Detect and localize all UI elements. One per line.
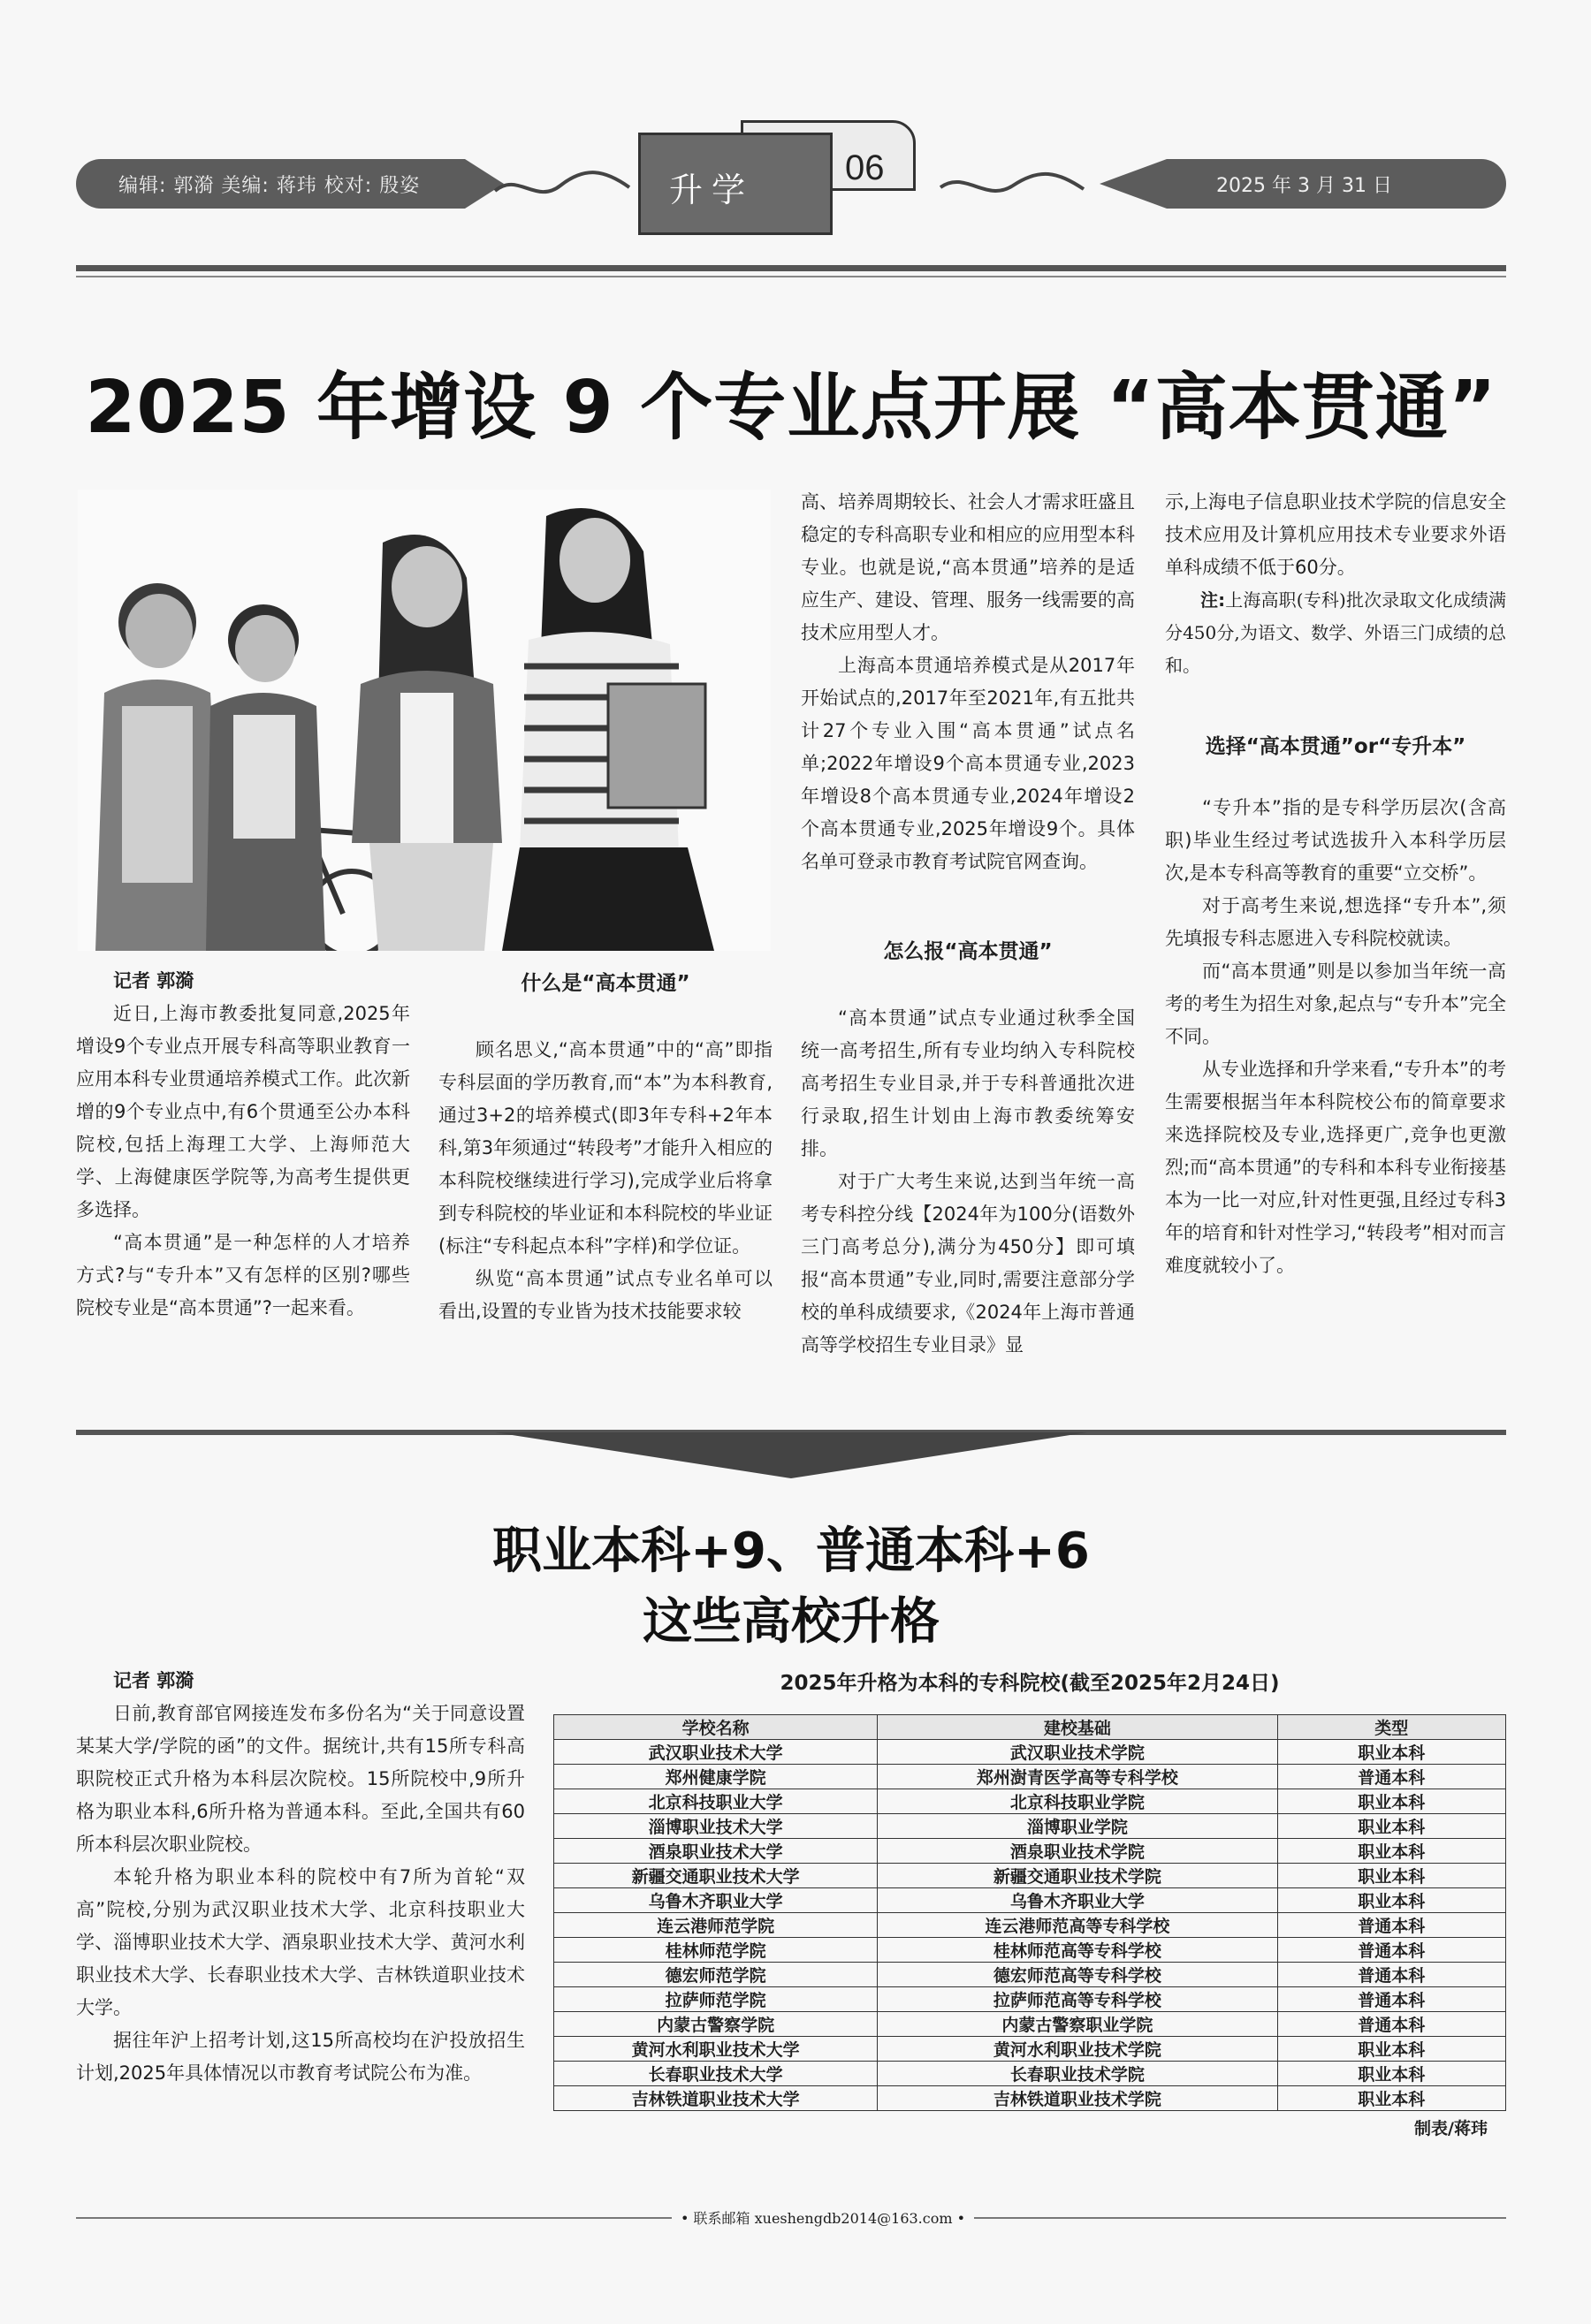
article2-paragraph: 日前,教育部官网接连发布多份名为“关于同意设置某某大学/学院的函”的文件。据统计,共有15所专科高职院校正式升格为本科层次院校。15所院校中,9所升格为职业本科,6所升格为普通本科。至此,全国共有60所本科层次职业院校。 — [76, 1703, 525, 1855]
article1-paragraph: “高本贯通”是一种怎样的人才培养方式?与“专升本”又有怎样的区别?哪些院校专业是“高本贯通”?一起来看。 — [76, 1232, 410, 1318]
article1-subhead-how: 怎么报“高本贯通” — [883, 940, 1053, 963]
table-cell: 连云港师范高等专科学校 — [878, 1913, 1277, 1938]
article1-subhead-choose: 选择“高本贯通”or“专升本” — [1205, 735, 1466, 758]
table-row — [554, 1913, 1506, 1938]
table-row — [554, 1789, 1506, 1814]
table-cell: 吉林铁道职业技术大学 — [554, 2086, 878, 2111]
article1-paragraph: 从专业选择和升学来看,“专升本”的考生需要根据当年本科院校公布的简章要求来选择院校及专业,选择更广,竞争也更激烈;而“高本贯通”的专科和本科专业衔接基本为一比一对应,针对性更强,且经过专科3年的培育和针对性学习,“转段考”相对而言难度就较小了。 — [1165, 1059, 1506, 1276]
table-cell: 乌鲁木齐职业大学 — [878, 1888, 1277, 1913]
table-row — [554, 2062, 1506, 2086]
table-cell: 职业本科 — [1277, 2086, 1506, 2111]
table-cell: 德宏师范高等专科学校 — [878, 1963, 1277, 1987]
table-cell: 黄河水利职业技术学院 — [878, 2037, 1277, 2062]
table-cell: 普通本科 — [1277, 1963, 1506, 1987]
page-number: 06 — [845, 148, 885, 187]
article1-paragraph: 对于高考生来说,想选择“专升本”,须先填报专科志愿进入专科院校就读。 — [1165, 895, 1506, 949]
table-cell: 职业本科 — [1277, 1839, 1506, 1864]
table-cell: 拉萨师范高等专科学校 — [878, 1987, 1277, 2012]
article1-paragraph: “专升本”指的是专科学历层次(含高职)毕业生经过考试选拔升入本科学历层次,是本专科高等教育的重要“立交桥”。 — [1165, 797, 1506, 884]
table-caption: 2025年升格为本科的专科院校(截至2025年2月24日) — [780, 1672, 1280, 1695]
header-rule-thick — [76, 265, 1506, 271]
header-squiggle-left — [491, 164, 633, 209]
upgraded-colleges-table — [553, 1714, 1506, 2111]
table-row — [554, 2086, 1506, 2111]
table-cell: 淄博职业学院 — [878, 1814, 1277, 1839]
students-photo-illustration — [78, 490, 771, 951]
table-row — [554, 2037, 1506, 2062]
table-cell: 乌鲁木齐职业大学 — [554, 1888, 878, 1913]
header-credits: 编辑: 郭漪 美编: 蒋玮 校对: 殷姿 — [118, 175, 421, 197]
table-row — [554, 1740, 1506, 1765]
table-cell: 桂林师范学院 — [554, 1938, 878, 1963]
table-cell: 新疆交通职业技术大学 — [554, 1864, 878, 1888]
table-cell: 职业本科 — [1277, 1789, 1506, 1814]
table-header-cell: 建校基础 — [878, 1715, 1277, 1740]
article2-headline — [76, 1516, 1506, 1658]
article2-paragraph: 据往年沪上招考计划,这15所高校均在沪投放招生计划,2025年具体情况以市教育考试院公布为准。 — [76, 2030, 525, 2084]
table-row — [554, 1839, 1506, 1864]
article2-column — [76, 1665, 525, 2090]
table-cell: 普通本科 — [1277, 1987, 1506, 2012]
table-body — [554, 1740, 1506, 2111]
article1-note-label: 注: — [1200, 589, 1226, 611]
section-name: 升学 — [668, 171, 754, 209]
table-cell: 普通本科 — [1277, 1913, 1506, 1938]
table-cell: 长春职业技术大学 — [554, 2062, 878, 2086]
table-header-row — [554, 1715, 1506, 1740]
table-cell: 新疆交通职业技术学院 — [878, 1864, 1277, 1888]
table-row — [554, 1987, 1506, 2012]
article1-paragraph: 顾名思义,“高本贯通”中的“高”即指专科层面的学历教育,而“本”为本科教育,通过3+2的培养模式(即3年专科+2年本科,第3年须通过“转段考”才能升入相应的本科院校继续进行学习),完成学业后将拿到专科院校的毕业证和本科院校的毕业证(标注“专科起点本科”字样)和学位证。 — [438, 1039, 773, 1257]
article1-column2 — [438, 1034, 773, 1328]
header-date: 2025 年 3 月 31 日 — [1216, 175, 1392, 197]
header-rule-thin — [76, 276, 1506, 277]
article1-column1 — [76, 965, 410, 1325]
article1-paragraph: 而“高本贯通”则是以参加当年统一高考的考生为招生对象,起点与“专升本”完全不同。 — [1165, 961, 1506, 1047]
article1-column4-top — [1165, 486, 1506, 682]
table-cell: 酒泉职业技术大学 — [554, 1839, 878, 1864]
table-cell: 郑州健康学院 — [554, 1765, 878, 1789]
table-cell: 拉萨师范学院 — [554, 1987, 878, 2012]
table-cell: 内蒙古警察学院 — [554, 2012, 878, 2037]
article2-headline-line2: 这些高校升格 — [643, 1593, 940, 1651]
table-cell: 普通本科 — [1277, 1765, 1506, 1789]
table-cell: 北京科技职业学院 — [878, 1789, 1277, 1814]
table-cell: 长春职业技术学院 — [878, 2062, 1277, 2086]
article1-column3-bottom — [801, 1002, 1135, 1362]
table-row — [554, 1765, 1506, 1789]
table-cell: 郑州澍青医学高等专科学校 — [878, 1765, 1277, 1789]
students-photo — [78, 490, 771, 951]
table-cell: 桂林师范高等专科学校 — [878, 1938, 1277, 1963]
table-cell: 德宏师范学院 — [554, 1963, 878, 1987]
article1-headline: 2025 年增设 9 个专业点开展 “高本贯通” — [85, 366, 1497, 450]
table-header-cell: 学校名称 — [554, 1715, 878, 1740]
article1-subhead-what: 什么是“高本贯通” — [521, 972, 690, 995]
header-pencil-right-tip — [1100, 159, 1167, 209]
table-cell: 普通本科 — [1277, 1938, 1506, 1963]
article1-column3-top — [801, 486, 1135, 878]
table-row — [554, 1814, 1506, 1839]
article1-paragraph: 示,上海电子信息职业技术学院的信息安全技术应用及计算机应用技术专业要求外语单科成绩不低于60分。 — [1165, 491, 1506, 578]
article1-paragraph: 高、培养周期较长、社会人才需求旺盛且稳定的专科高职专业和相应的应用型本科专业。也就是说,“高本贯通”培养的是适应生产、建设、管理、服务一线需要的高技术应用型人才。 — [801, 491, 1135, 643]
table-row — [554, 1963, 1506, 1987]
article2-paragraph: 本轮升格为职业本科的院校中有7所为首轮“双高”院校,分别为武汉职业技术大学、北京科技职业大学、淄博职业技术大学、酒泉职业技术大学、黄河水利职业技术大学、长春职业技术大学、吉林铁道职业技术大学。 — [76, 1866, 525, 2018]
article2-reporter: 记者 郭漪 — [113, 1670, 194, 1691]
table-row — [554, 1864, 1506, 1888]
footer-contact: • 联系邮箱 xueshengdb2014@163.com • — [672, 2207, 974, 2228]
table-cell: 职业本科 — [1277, 2062, 1506, 2086]
article1-paragraph: 近日,上海市教委批复同意,2025年增设9个专业点开展专科高等职业教育一应用本科专业贯通培养模式工作。此次新增的9个专业点中,有6个贯通至公办本科院校,包括上海理工大学、上海师范大学、上海健康医学院等,为高考生提供更多选择。 — [76, 1003, 410, 1220]
table-cell: 武汉职业技术大学 — [554, 1740, 878, 1765]
article1-paragraph: “高本贯通”试点专业通过秋季全国统一高考招生,所有专业均纳入专科院校高考招生专业目录,并于专科普通批次进行录取,招生计划由上海市教委统筹安排。 — [801, 1007, 1135, 1159]
article1-note — [1165, 584, 1506, 682]
table-cell: 连云港师范学院 — [554, 1913, 878, 1938]
article1-reporter: 记者 郭漪 — [113, 970, 194, 991]
table-cell: 酒泉职业技术学院 — [878, 1839, 1277, 1864]
table-maker-credit: 制表/蒋玮 — [1414, 2119, 1488, 2138]
table-cell: 职业本科 — [1277, 1814, 1506, 1839]
section-separator-triangle — [495, 1432, 1087, 1478]
table-cell: 职业本科 — [1277, 2037, 1506, 2062]
table-row — [554, 2012, 1506, 2037]
article1-note-text: 上海高职(专科)批次录取文化成绩满分450分,为语文、数学、外语三门成绩的总和。 — [1165, 589, 1507, 676]
article1-paragraph: 对于广大考生来说,达到当年统一高考专科控分线【2024年为100分(语数外三门高考总分),满分为450分】即可填报“高本贯通”专业,同时,需要注意部分学校的单科成绩要求,《2024年上海市普通高等学校招生专业目录》显 — [801, 1171, 1135, 1356]
table-cell: 吉林铁道职业技术学院 — [878, 2086, 1277, 2111]
table-cell: 黄河水利职业技术大学 — [554, 2037, 878, 2062]
table-cell: 职业本科 — [1277, 1864, 1506, 1888]
article2-headline-line1: 职业本科+9、普通本科+6 — [492, 1523, 1090, 1580]
table-cell: 北京科技职业大学 — [554, 1789, 878, 1814]
table-row — [554, 1938, 1506, 1963]
article1-paragraph: 上海高本贯通培养模式是从2017年开始试点的,2017年至2021年,有五批共计27个专业入围“高本贯通”试点名单;2022年增设9个高本贯通专业,2023年增设8个高本贯通专业,2024年增设2个高本贯通专业,2025年增设9个。具体名单可登录市教育考试院官网查询。 — [801, 655, 1135, 872]
table-cell: 普通本科 — [1277, 2012, 1506, 2037]
table-cell: 武汉职业技术学院 — [878, 1740, 1277, 1765]
table-cell: 内蒙古警察职业学院 — [878, 2012, 1277, 2037]
table-header-cell: 类型 — [1277, 1715, 1506, 1740]
table-cell: 职业本科 — [1277, 1888, 1506, 1913]
article1-paragraph: 纵览“高本贯通”试点专业名单可以看出,设置的专业皆为技术技能要求较 — [438, 1268, 773, 1322]
article1-column4-bottom — [1165, 792, 1506, 1282]
table-cell: 淄博职业技术大学 — [554, 1814, 878, 1839]
table-row — [554, 1888, 1506, 1913]
header-squiggle-right — [937, 164, 1087, 209]
table-cell: 职业本科 — [1277, 1740, 1506, 1765]
